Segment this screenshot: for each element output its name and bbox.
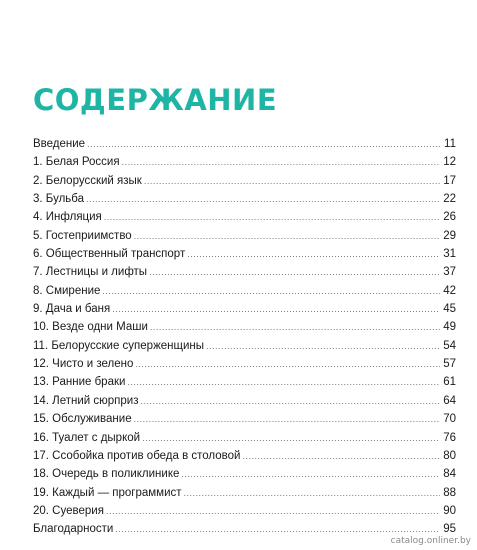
toc-entry <box>33 429 456 447</box>
toc-dot-leader <box>135 355 440 373</box>
toc-entry-title: 3. Бульба <box>33 193 84 206</box>
toc-entry-page: 61 <box>443 376 456 389</box>
toc-entry <box>33 300 456 318</box>
toc-dot-leader <box>104 208 440 226</box>
toc-entry-title: 5. Гостеприимство <box>33 229 132 242</box>
toc-entry-page: 31 <box>443 248 456 261</box>
toc-dot-leader <box>150 318 440 336</box>
toc-entry <box>33 373 456 391</box>
toc-entry-title: 18. Очередь в поликлинике <box>33 468 180 481</box>
toc-entry-page: 42 <box>443 284 456 297</box>
toc-entry-page: 76 <box>443 431 456 444</box>
toc-entry-page: 11 <box>444 138 456 150</box>
toc-entry-title: 20. Суеверия <box>33 504 104 517</box>
toc-entry-page: 37 <box>443 266 456 279</box>
toc-entry <box>33 318 456 336</box>
toc-entry-page: 80 <box>443 449 456 462</box>
toc-entry <box>33 208 456 226</box>
toc-entry-page: 70 <box>443 413 456 426</box>
toc-entry <box>33 502 456 520</box>
toc-dot-leader <box>87 135 440 153</box>
toc-entry <box>33 484 456 502</box>
toc-entry-title: 14. Летний сюрприз <box>33 394 139 407</box>
toc-entry-page: 29 <box>443 229 456 242</box>
toc-entry-title: 13. Ранние браки <box>33 376 126 389</box>
toc-entry-title: 4. Инфляция <box>33 211 102 224</box>
toc-entry-page: 26 <box>443 211 456 224</box>
table-of-contents <box>33 135 456 539</box>
toc-entry-page: 90 <box>443 504 456 517</box>
toc-entry-title: 16. Туалет с дыркой <box>33 431 141 444</box>
toc-dot-leader <box>122 153 440 171</box>
toc-entry <box>33 337 456 355</box>
toc-entry <box>33 392 456 410</box>
toc-entry-page: 54 <box>443 339 456 352</box>
toc-entry-page: 45 <box>443 303 456 316</box>
toc-entry <box>33 263 456 281</box>
toc-dot-leader <box>86 190 440 208</box>
toc-entry-title: 10. Везде одни Маши <box>33 321 148 334</box>
toc-dot-leader <box>134 410 440 428</box>
toc-entry-page: 84 <box>443 468 456 481</box>
toc-dot-leader <box>242 447 440 465</box>
toc-dot-leader <box>181 465 440 483</box>
toc-entry <box>33 227 456 245</box>
toc-entry-page: 95 <box>443 523 456 536</box>
toc-entry <box>33 135 456 153</box>
toc-entry <box>33 410 456 428</box>
toc-entry-title: 1. Белая Россия <box>33 156 120 169</box>
toc-dot-leader <box>187 245 440 263</box>
toc-entry <box>33 153 456 171</box>
toc-dot-leader <box>106 502 440 520</box>
toc-dot-leader <box>206 337 440 355</box>
toc-dot-leader <box>102 282 440 300</box>
toc-entry-page: 57 <box>443 358 456 371</box>
toc-entry-page: 22 <box>443 193 456 206</box>
toc-entry <box>33 465 456 483</box>
toc-entry <box>33 447 456 465</box>
toc-entry <box>33 245 456 263</box>
toc-dot-leader <box>144 172 440 190</box>
toc-dot-leader <box>127 373 440 391</box>
toc-entry-title: 9. Дача и баня <box>33 303 111 316</box>
toc-entry <box>33 355 456 373</box>
toc-entry-page: 88 <box>443 486 456 499</box>
toc-entry-page: 64 <box>443 394 456 407</box>
toc-entry-title: 15. Обслуживание <box>33 413 132 426</box>
source-watermark: catalog.onliner.by <box>390 536 471 546</box>
toc-dot-leader <box>184 484 440 502</box>
toc-entry-title: 6. Общественный транспорт <box>33 248 186 261</box>
toc-entry <box>33 172 456 190</box>
contents-heading: СОДЕРЖАНИЕ <box>33 83 278 117</box>
toc-entry-title: Благодарности <box>33 523 114 536</box>
toc-entry-title: 7. Лестницы и лифты <box>33 266 148 279</box>
toc-dot-leader <box>149 263 440 281</box>
toc-entry-title: 17. Ссобойка против обеда в столовой <box>33 449 241 462</box>
toc-entry-page: 17 <box>443 174 456 187</box>
toc-entry-title: Введение <box>33 138 86 150</box>
toc-dot-leader <box>141 392 441 410</box>
toc-dot-leader <box>142 429 440 447</box>
toc-entry <box>33 190 456 208</box>
toc-dot-leader <box>112 300 440 318</box>
toc-entry-title: 11. Белорусские суперженщины <box>33 339 205 352</box>
toc-entry-title: 2. Белорусский язык <box>33 174 142 187</box>
toc-entry-page: 49 <box>443 321 456 334</box>
toc-entry-title: 8. Смирение <box>33 284 101 297</box>
toc-entry-title: 19. Каждый — программист <box>33 486 182 499</box>
toc-entry-title: 12. Чисто и зелено <box>33 358 134 371</box>
toc-entry-page: 12 <box>443 156 456 169</box>
toc-dot-leader <box>134 227 440 245</box>
toc-entry <box>33 282 456 300</box>
